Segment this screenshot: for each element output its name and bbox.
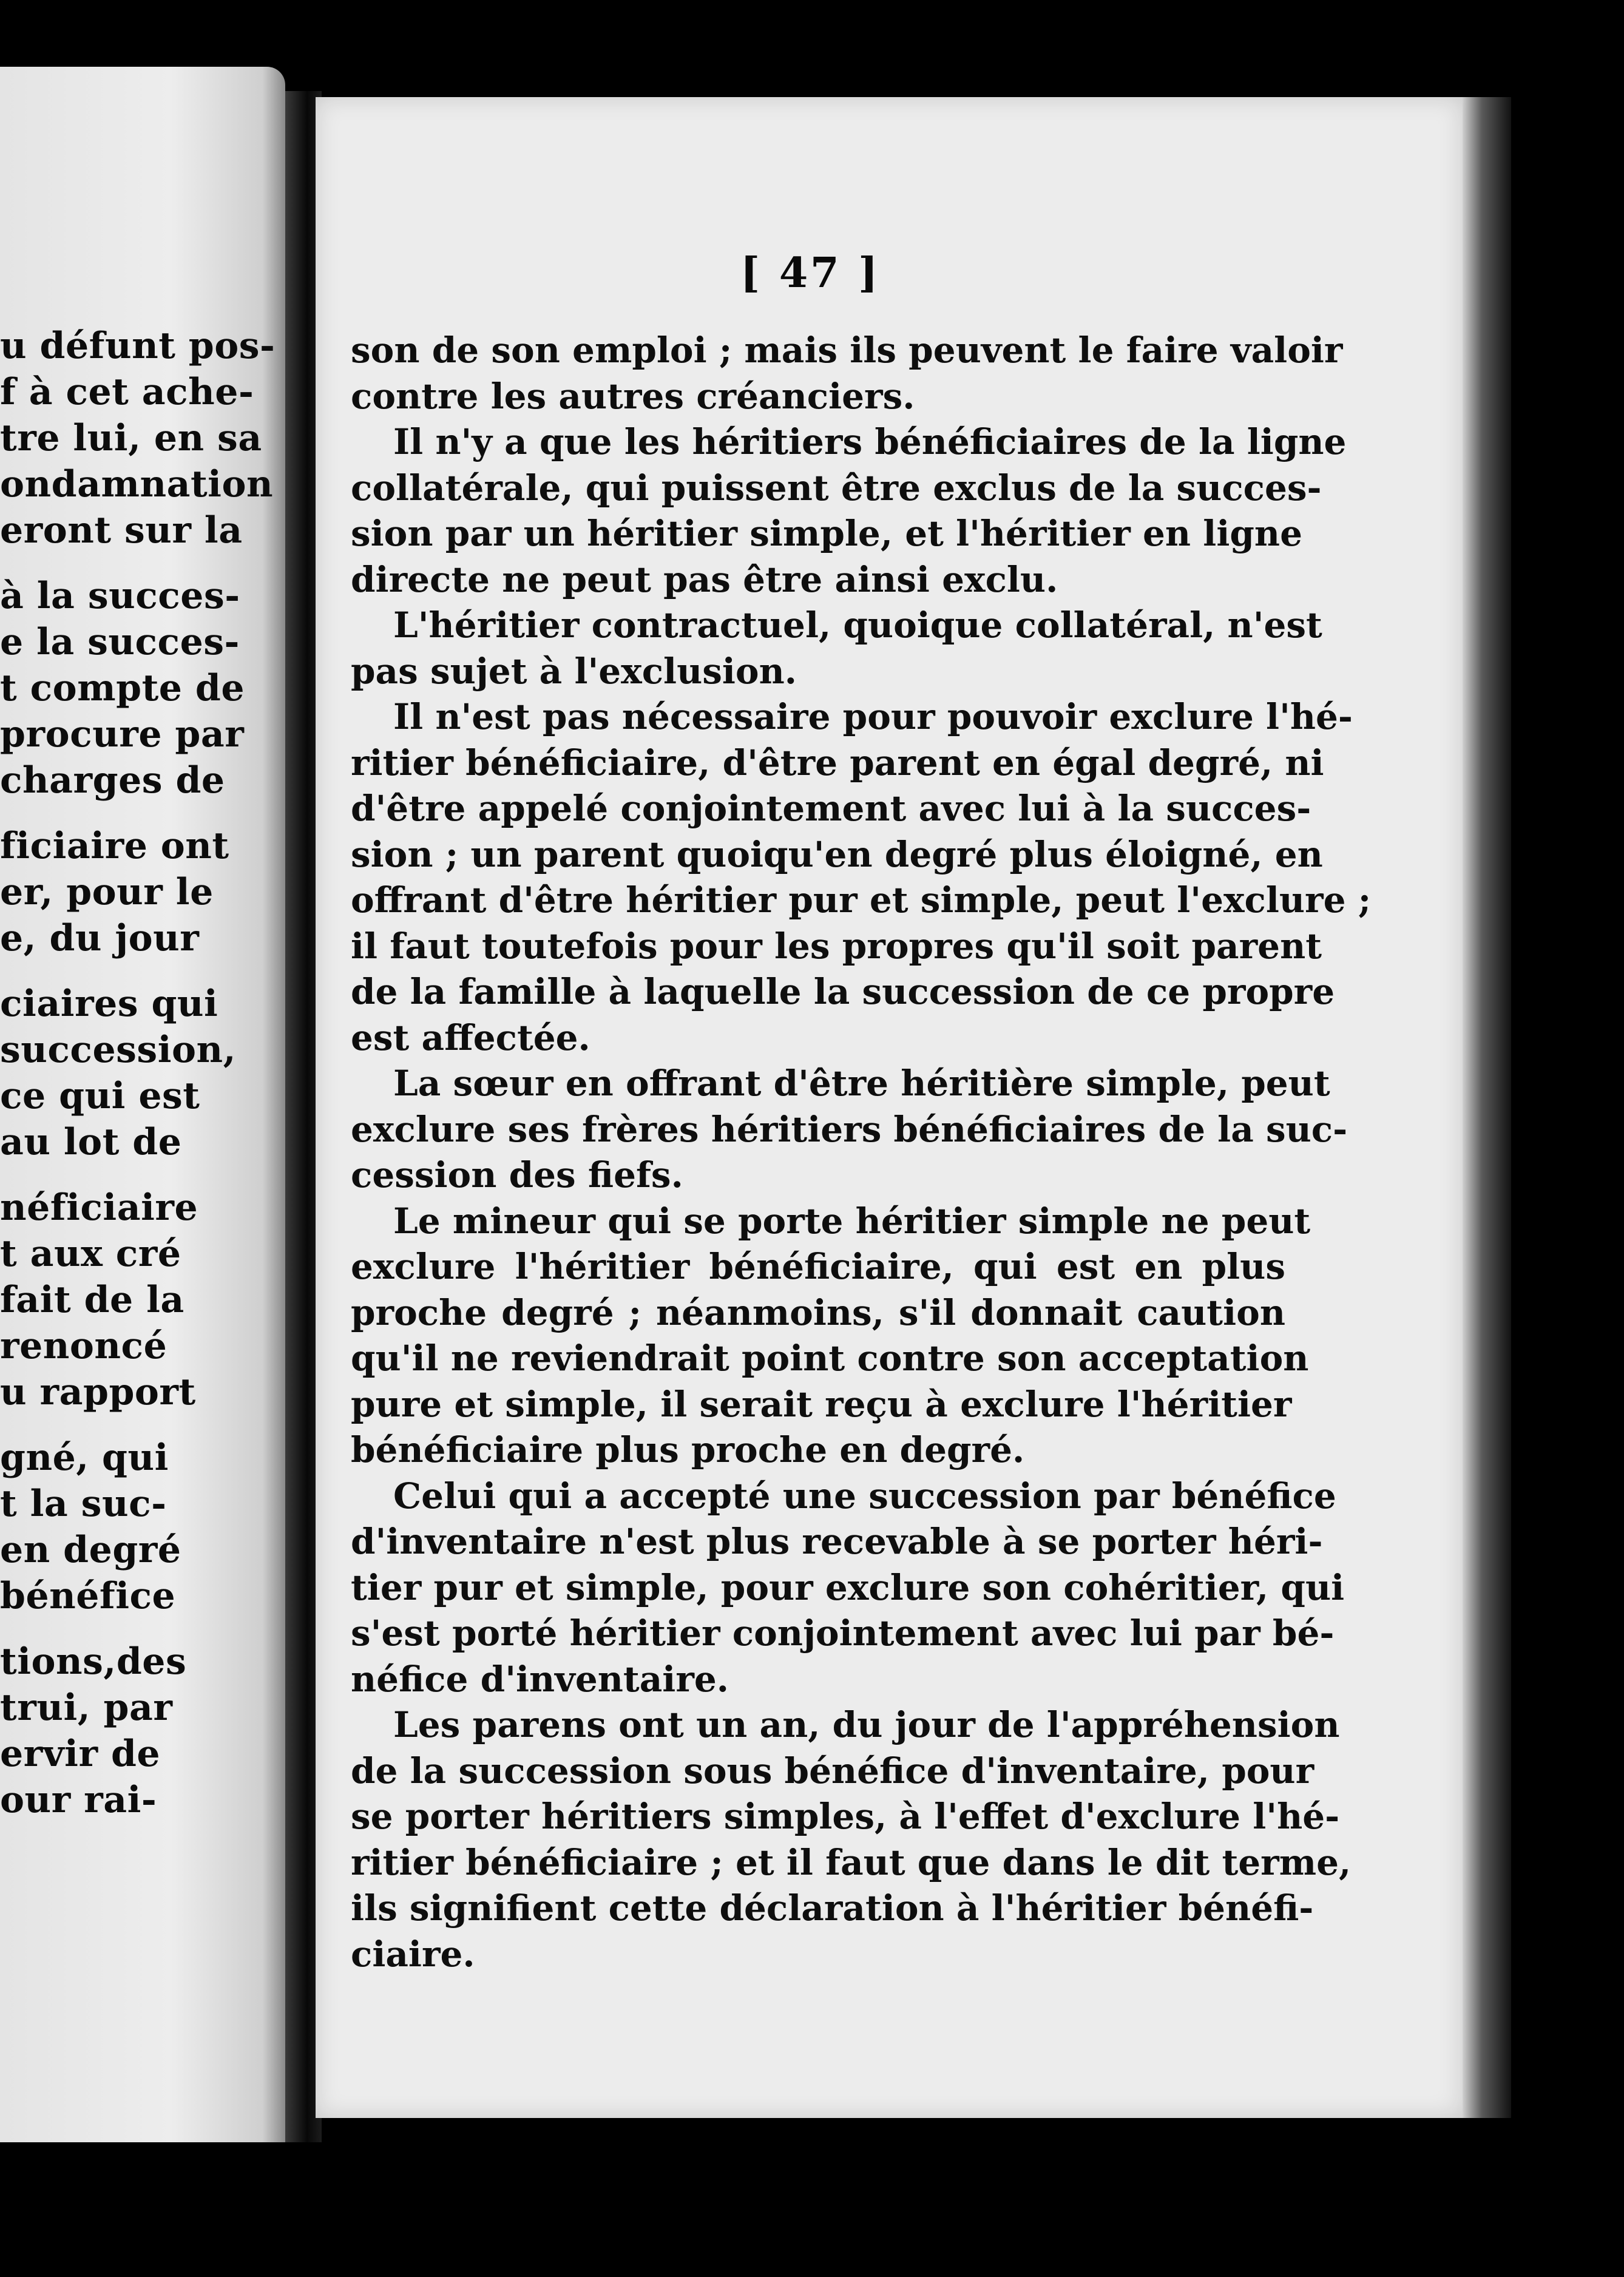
left-page-line: e, du jour bbox=[0, 917, 200, 959]
text-line: bénéficiaire plus proche en degré. bbox=[351, 1429, 1025, 1470]
text-line: sion ; un parent quoiqu'en degré plus éloigné, en bbox=[351, 833, 1323, 875]
text-line: pure et simple, il serait reçu à exclure l'héritier bbox=[351, 1383, 1292, 1425]
paragraph bbox=[351, 419, 1347, 603]
body-text bbox=[351, 328, 1372, 1977]
left-page-line: ervir de bbox=[0, 1733, 161, 1775]
paragraph bbox=[351, 1473, 1345, 1703]
page-number: [ 47 ] bbox=[740, 249, 881, 297]
text-line: de la famille à laquelle la succession de ce propre bbox=[351, 971, 1335, 1012]
left-page-line: t compte de bbox=[0, 667, 245, 709]
left-page-line: procure par bbox=[0, 713, 245, 756]
left-page-line: t aux cré bbox=[0, 1233, 181, 1275]
text-line: Celui qui a accepté une succession par bénéfice bbox=[393, 1475, 1336, 1517]
left-page-line: tions,des bbox=[0, 1640, 187, 1683]
left-page-line: our rai- bbox=[0, 1779, 157, 1821]
paragraph bbox=[351, 603, 1322, 694]
text-line: Les parens ont un an, du jour de l'appréhension bbox=[393, 1704, 1340, 1745]
text-line: Le mineur qui se porte héritier simple ne peut bbox=[393, 1200, 1311, 1242]
left-page-line: fait de la bbox=[0, 1279, 184, 1321]
left-page-line: à la succes- bbox=[0, 575, 240, 617]
text-line: de la succession sous bénéfice d'inventaire, pour bbox=[351, 1750, 1314, 1791]
left-page-line: t la suc- bbox=[0, 1483, 167, 1525]
left-page-line: bénéfice bbox=[0, 1575, 176, 1617]
text-line: se porter héritiers simples, à l'effet d'exclure l'hé- bbox=[351, 1796, 1340, 1837]
text-line: ils signifient cette déclaration à l'héritier bénéfi- bbox=[351, 1887, 1314, 1929]
text-line: collatérale, qui puissent être exclus de la succes- bbox=[351, 467, 1322, 509]
left-page-line: au lot de bbox=[0, 1121, 182, 1163]
text-line: contre les autres créanciers. bbox=[351, 375, 915, 417]
text-line: il faut toutefois pour les propres qu'il soit parent bbox=[351, 925, 1322, 967]
text-line: d'être appelé conjointement avec lui à la succes- bbox=[351, 788, 1311, 829]
text-line: L'héritier contractuel, quoique collatéral, n'est bbox=[393, 604, 1322, 646]
paragraph bbox=[351, 694, 1372, 1061]
left-page-line: en degré bbox=[0, 1529, 181, 1571]
text-line: cession des fiefs. bbox=[351, 1154, 683, 1196]
paragraph bbox=[351, 1702, 1352, 1977]
left-page-line: renoncé bbox=[0, 1325, 167, 1367]
text-line: s'est porté héritier conjointement avec lui par bé- bbox=[351, 1612, 1335, 1654]
text-line: son de son emploi ; mais ils peuvent le faire valoir bbox=[351, 330, 1343, 371]
left-page-fragment bbox=[0, 67, 285, 2142]
left-page-line: er, pour le bbox=[0, 871, 214, 913]
text-line: directe ne peut pas être ainsi exclu. bbox=[351, 558, 1058, 600]
text-line: tier pur et simple, pour exclure son cohéritier, qui bbox=[351, 1566, 1345, 1608]
text-line: ritier bénéficiaire ; et il faut que dans le dit terme, bbox=[351, 1841, 1352, 1883]
left-page-line: eront sur la bbox=[0, 509, 243, 552]
text-line: sion par un héritier simple, et l'héritier en ligne bbox=[351, 513, 1302, 554]
left-page-line: u défunt pos- bbox=[0, 325, 276, 367]
paragraph bbox=[351, 1061, 1348, 1199]
left-page-line: ondamnation bbox=[0, 463, 274, 506]
text-line: Il n'est pas nécessaire pour pouvoir exclure l'hé- bbox=[393, 696, 1353, 737]
text-line: est affectée. bbox=[351, 1017, 590, 1058]
text-line: néfice d'inventaire. bbox=[351, 1658, 729, 1700]
text-line: qu'il ne reviendrait point contre son acceptation bbox=[351, 1338, 1309, 1379]
left-page-line: néficiaire bbox=[0, 1186, 198, 1229]
text-line: pas sujet à l'exclusion. bbox=[351, 650, 797, 692]
page-edge-shadow bbox=[1463, 97, 1511, 2118]
text-line: proche degré ; néanmoins, s'il donnait caution bbox=[351, 1291, 1285, 1333]
text-line: offrant d'être héritier pur et simple, peut l'exclure ; bbox=[351, 879, 1372, 921]
text-line: Il n'y a que les héritiers bénéficiaires de la ligne bbox=[393, 421, 1347, 462]
left-page-line: e la succes- bbox=[0, 621, 240, 663]
text-line: d'inventaire n'est plus recevable à se porter héri- bbox=[351, 1521, 1323, 1562]
left-page-line: ce qui est bbox=[0, 1075, 200, 1117]
text-line: exclure ses frères héritiers bénéficiaires de la suc- bbox=[351, 1108, 1348, 1150]
left-page-line: charges de bbox=[0, 759, 225, 802]
paragraph bbox=[351, 328, 1343, 419]
text-line: ciaire. bbox=[351, 1933, 475, 1975]
paragraph bbox=[351, 1199, 1311, 1473]
left-page-line: ciaires qui bbox=[0, 983, 218, 1025]
text-line: exclure l'héritier bénéficiaire, qui est en plus bbox=[351, 1246, 1285, 1287]
left-page-line: ficiaire ont bbox=[0, 825, 229, 867]
left-page-line: succession, bbox=[0, 1029, 237, 1071]
text-line: La sœur en offrant d'être héritière simple, peut bbox=[393, 1063, 1330, 1104]
left-page-line: f à cet ache- bbox=[0, 371, 254, 413]
left-page-line: trui, par bbox=[0, 1687, 173, 1729]
text-line: ritier bénéficiaire, d'être parent en égal degré, ni bbox=[351, 742, 1324, 783]
left-page-line: tre lui, en sa bbox=[0, 417, 262, 459]
left-page-line: gné, qui bbox=[0, 1436, 169, 1479]
left-page-line: u rapport bbox=[0, 1371, 196, 1413]
